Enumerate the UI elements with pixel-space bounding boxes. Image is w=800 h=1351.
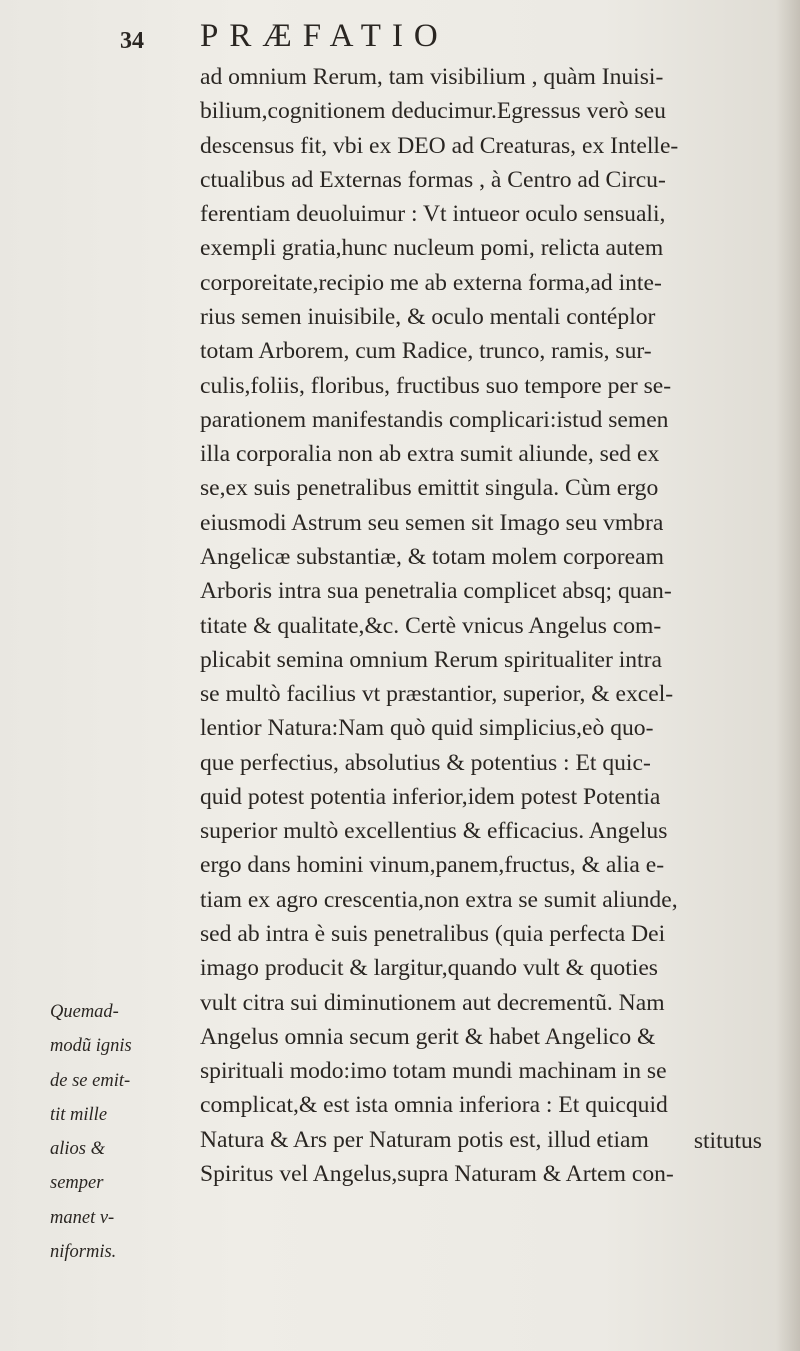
- text-line: complicat,& est ista omnia inferiora : Et quicquid: [200, 1092, 668, 1119]
- marginal-note-line: modũ ignis: [50, 1036, 132, 1057]
- marginal-note-line: manet v-: [50, 1207, 115, 1228]
- marginal-note-line: niformis.: [50, 1241, 117, 1262]
- text-line: ergo dans homini vinum,panem,fructus, & alia e-: [200, 852, 665, 879]
- text-line: parationem manifestandis complicari:istud semen: [200, 406, 669, 433]
- text-line: rius semen inuisibile, & oculo mentali contéplor: [200, 303, 656, 330]
- text-line: Angelicæ substantiæ, & totam molem corpoream: [200, 543, 664, 570]
- text-line: bilium,cognitionem deducimur.Egressus verò seu: [200, 98, 666, 125]
- marginal-note-line: semper: [50, 1173, 104, 1194]
- text-line: ad omnium Rerum, tam visibilium , quàm Inuisi-: [200, 64, 664, 90]
- text-line: exempli gratia,hunc nucleum pomi, relicta autem: [200, 235, 664, 262]
- text-line: se,ex suis penetralibus emittit singula. Cùm ergo: [200, 475, 659, 502]
- catchword: stitutus: [693, 1128, 762, 1154]
- marginal-note-line: alios &: [50, 1139, 105, 1160]
- text-line: eiusmodi Astrum seu semen sit Imago seu vmbra: [200, 509, 664, 536]
- page-gutter-shadow: [776, 0, 800, 1351]
- text-line: quid potest potentia inferior,idem potest Potentia: [200, 783, 661, 810]
- text-line: totam Arborem, cum Radice, trunco, ramis, sur-: [200, 338, 652, 365]
- text-line: corporeitate,recipio me ab externa forma,ad inte-: [200, 269, 662, 296]
- marginal-note-line: tit mille: [50, 1104, 108, 1125]
- text-line: Angelus omnia secum gerit & habet Angelico &: [200, 1023, 656, 1050]
- text-line: imago producit & largitur,quando vult & quoties: [200, 955, 658, 982]
- text-line: spirituali modo:imo totam mundi machinam in se: [200, 1058, 667, 1085]
- text-line: titate & qualitate,&c. Certè vnicus Angelus com-: [200, 612, 662, 639]
- text-line: ferentiam deuoluimur : Vt intueor oculo sensuali,: [200, 201, 666, 228]
- marginal-note-line: de se emit-: [50, 1070, 131, 1091]
- text-line: lentior Natura:Nam quò quid simplicius,eò quo-: [200, 715, 654, 742]
- text-line: superior multò excellentius & efficacius. Angelus: [200, 818, 668, 845]
- text-line: illa corporalia non ab extra sumit aliunde, sed ex: [200, 441, 660, 468]
- page-number: 34: [120, 28, 144, 54]
- running-head: PRÆFATIO: [200, 18, 449, 54]
- text-line: ctualibus ad Externas formas , à Centro ad Circu-: [200, 166, 666, 193]
- text-line: vult citra sui diminutionem aut decrementũ. Nam: [200, 989, 665, 1016]
- text-line: culis,foliis, floribus, fructibus suo tempore per se-: [200, 372, 672, 399]
- marginal-note-line: Quemad-: [50, 1002, 119, 1022]
- text-line: Arboris intra sua penetralia complicet absq; quan-: [200, 578, 672, 605]
- text-line: que perfectius, absolutius & potentius : Et quic-: [200, 749, 651, 776]
- text-line: plicabit semina omnium Rerum spiritualiter intra: [200, 646, 662, 673]
- text-line: descensus fit, vbi ex DEO ad Creaturas, ex Intelle-: [200, 132, 679, 159]
- text-line: tiam ex agro crescentia,non extra se sumit aliunde,: [200, 886, 678, 913]
- main-text-block: [200, 60, 768, 1191]
- text-line: Natura & Ars per Naturam potis est, illud etiam: [200, 1126, 649, 1153]
- text-line: sed ab intra è suis penetralibus (quia perfecta Dei: [200, 921, 666, 948]
- text-line: Spiritus vel Angelus,supra Naturam & Artem con-: [200, 1161, 674, 1187]
- text-line: se multò facilius vt præstantior, superior, & excel-: [200, 681, 674, 708]
- marginal-note: [50, 995, 198, 1269]
